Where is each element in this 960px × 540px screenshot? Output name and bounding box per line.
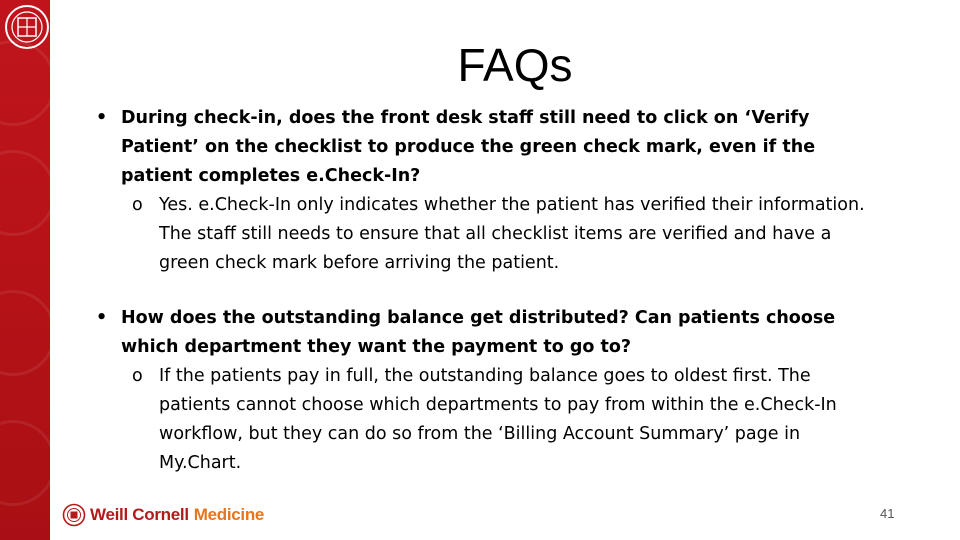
faq-question: During check-in, does the front desk staff still need to click on ‘Verify Patient’ on the checklist to produce the green check mark, even if the patient completes e.Check-In? <box>121 108 816 186</box>
wcm-seal-icon <box>62 503 86 527</box>
faq-answer: Yes. e.Check-In only indicates whether the patient has verified their information. The staff still needs to ensure that all checklist items are verified and have a green check mark before arriving the patient. <box>159 195 865 273</box>
faq-list <box>96 104 866 478</box>
sub-bullet-marker: o <box>132 366 143 386</box>
slide-title: FAQs <box>457 39 573 91</box>
faq-answer: If the patients pay in full, the outstanding balance goes to oldest first. The patients cannot choose which departments to pay from within the e.Check-In workflow, but they can do so from the ‘Billing Account Summary’ page in My.Chart. <box>159 366 837 473</box>
brand-name-primary: Weill Cornell <box>90 505 189 524</box>
page-number: 41 <box>880 506 895 521</box>
cornell-seal-icon <box>4 4 50 50</box>
faq-question: How does the outstanding balance get distributed? Can patients choose which department they want the payment to go to? <box>121 308 836 357</box>
sidebar-watermark <box>0 420 50 506</box>
footer-logo <box>62 503 264 527</box>
bullet-marker: • <box>96 108 108 128</box>
bullet-marker: • <box>96 308 108 328</box>
faq-answer-row <box>121 191 866 278</box>
faq-answer-row <box>121 362 866 478</box>
sidebar-watermark <box>0 290 50 376</box>
sub-bullet-marker: o <box>132 195 143 215</box>
red-sidebar <box>0 0 50 540</box>
brand-name-secondary: Medicine <box>193 505 265 524</box>
faq-item <box>96 104 866 278</box>
sidebar-watermark <box>0 40 50 126</box>
sidebar-watermark <box>0 150 50 236</box>
faq-item <box>96 304 866 478</box>
